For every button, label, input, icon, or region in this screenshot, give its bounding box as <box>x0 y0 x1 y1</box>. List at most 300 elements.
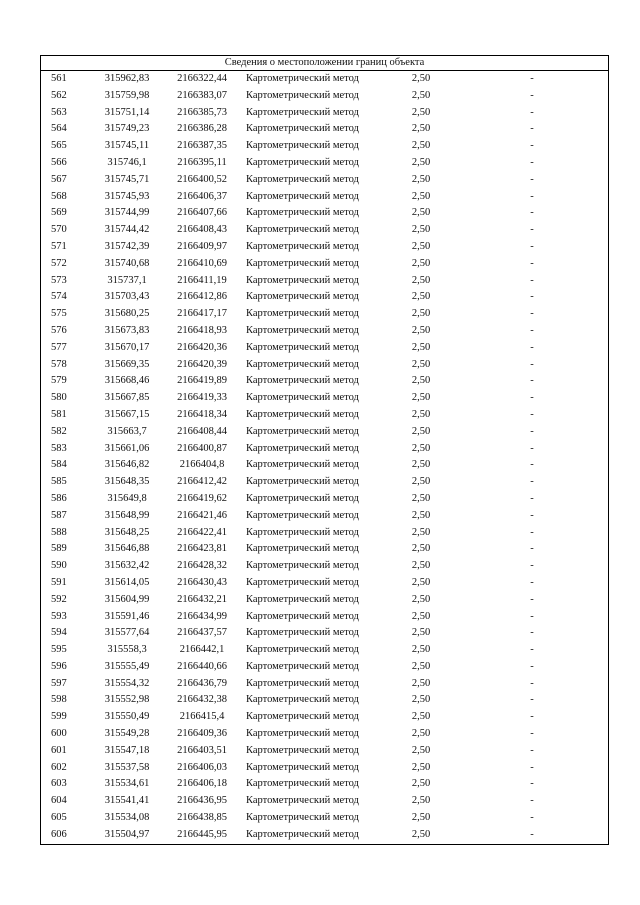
table-row <box>41 373 608 390</box>
point-number-cell: 605 <box>51 812 67 824</box>
x-coordinate-cell: 315537,58 <box>104 761 150 773</box>
point-number-cell: 591 <box>51 576 67 588</box>
method-cell: Картометрический метод <box>246 728 359 740</box>
y-coordinate-cell: 2166406,37 <box>177 190 227 202</box>
accuracy-cell: 2,50 <box>411 744 431 756</box>
y-coordinate-cell: 2166432,38 <box>177 694 227 706</box>
table-row <box>41 491 608 508</box>
y-coordinate-cell: 2166406,18 <box>177 778 227 790</box>
method-cell: Картометрический метод <box>246 358 359 370</box>
point-number-cell: 567 <box>51 173 67 185</box>
description-cell: - <box>530 257 534 269</box>
y-coordinate-cell: 2166385,73 <box>177 106 227 118</box>
accuracy-cell: 2,50 <box>411 324 431 336</box>
y-coordinate-cell: 2166386,28 <box>177 123 227 135</box>
y-coordinate-cell: 2166423,81 <box>177 543 227 555</box>
point-number-cell: 577 <box>51 341 67 353</box>
point-number-cell: 585 <box>51 476 67 488</box>
accuracy-cell: 2,50 <box>411 442 431 454</box>
accuracy-cell: 2,50 <box>411 224 431 236</box>
method-cell: Картометрический метод <box>246 257 359 269</box>
point-number-cell: 596 <box>51 660 67 672</box>
method-cell: Картометрический метод <box>246 240 359 252</box>
description-cell: - <box>530 291 534 303</box>
x-coordinate-cell: 315646,88 <box>104 543 150 555</box>
description-cell: - <box>530 627 534 639</box>
table-row <box>41 441 608 458</box>
accuracy-cell: 2,50 <box>411 308 431 320</box>
table-row <box>41 407 608 424</box>
description-cell: - <box>530 89 534 101</box>
point-number-cell: 593 <box>51 610 67 622</box>
y-coordinate-cell: 2166415,4 <box>179 711 225 723</box>
description-cell: - <box>530 492 534 504</box>
method-cell: Картометрический метод <box>246 341 359 353</box>
point-number-cell: 561 <box>51 73 67 84</box>
accuracy-cell: 2,50 <box>411 408 431 420</box>
description-cell: - <box>530 442 534 454</box>
description-cell: - <box>530 123 534 135</box>
description-cell: - <box>530 308 534 320</box>
table-row <box>41 726 608 743</box>
method-cell: Картометрический метод <box>246 442 359 454</box>
y-coordinate-cell: 2166409,36 <box>177 728 227 740</box>
accuracy-cell: 2,50 <box>411 576 431 588</box>
point-number-cell: 570 <box>51 224 67 236</box>
method-cell: Картометрический метод <box>246 291 359 303</box>
accuracy-cell: 2,50 <box>411 778 431 790</box>
accuracy-cell: 2,50 <box>411 728 431 740</box>
description-cell: - <box>530 744 534 756</box>
point-number-cell: 574 <box>51 291 67 303</box>
y-coordinate-cell: 2166409,97 <box>177 240 227 252</box>
y-coordinate-cell: 2166422,41 <box>177 526 227 538</box>
table-row <box>41 121 608 138</box>
accuracy-cell: 2,50 <box>411 89 431 101</box>
x-coordinate-cell: 315745,71 <box>104 173 150 185</box>
point-number-cell: 606 <box>51 828 67 840</box>
y-coordinate-cell: 2166406,03 <box>177 761 227 773</box>
table-row <box>41 189 608 206</box>
accuracy-cell: 2,50 <box>411 526 431 538</box>
y-coordinate-cell: 2166408,43 <box>177 224 227 236</box>
x-coordinate-cell: 315534,08 <box>104 812 150 824</box>
description-cell: - <box>530 711 534 723</box>
method-cell: Картометрический метод <box>246 425 359 437</box>
method-cell: Картометрический метод <box>246 459 359 471</box>
accuracy-cell: 2,50 <box>411 828 431 840</box>
description-cell: - <box>530 610 534 622</box>
accuracy-cell: 2,50 <box>411 257 431 269</box>
method-cell: Картометрический метод <box>246 644 359 656</box>
y-coordinate-cell: 2166434,99 <box>177 610 227 622</box>
description-cell: - <box>530 509 534 521</box>
accuracy-cell: 2,50 <box>411 560 431 572</box>
method-cell: Картометрический метод <box>246 123 359 135</box>
y-coordinate-cell: 2166322,44 <box>177 73 227 84</box>
point-number-cell: 573 <box>51 274 67 286</box>
method-cell: Картометрический метод <box>246 677 359 689</box>
y-coordinate-cell: 2166428,32 <box>177 560 227 572</box>
table-row <box>41 810 608 827</box>
point-number-cell: 584 <box>51 459 67 471</box>
accuracy-cell: 2,50 <box>411 140 431 152</box>
table-row <box>41 558 608 575</box>
description-cell: - <box>530 173 534 185</box>
table-row <box>41 575 608 592</box>
point-number-cell: 564 <box>51 123 67 135</box>
point-number-cell: 601 <box>51 744 67 756</box>
x-coordinate-cell: 315558,3 <box>107 644 147 656</box>
table-row <box>41 71 608 88</box>
description-cell: - <box>530 408 534 420</box>
point-number-cell: 571 <box>51 240 67 252</box>
point-number-cell: 581 <box>51 408 67 420</box>
table-row <box>41 172 608 189</box>
description-cell: - <box>530 593 534 605</box>
table-row <box>41 323 608 340</box>
description-cell: - <box>530 224 534 236</box>
method-cell: Картометрический метод <box>246 140 359 152</box>
description-cell: - <box>530 324 534 336</box>
accuracy-cell: 2,50 <box>411 106 431 118</box>
accuracy-cell: 2,50 <box>411 543 431 555</box>
table-row <box>41 138 608 155</box>
accuracy-cell: 2,50 <box>411 677 431 689</box>
accuracy-cell: 2,50 <box>411 173 431 185</box>
description-cell: - <box>530 761 534 773</box>
description-cell: - <box>530 543 534 555</box>
point-number-cell: 603 <box>51 778 67 790</box>
accuracy-cell: 2,50 <box>411 627 431 639</box>
method-cell: Картометрический метод <box>246 526 359 538</box>
table-row <box>41 508 608 525</box>
x-coordinate-cell: 315504,97 <box>104 828 150 840</box>
y-coordinate-cell: 2166407,66 <box>177 207 227 219</box>
x-coordinate-cell: 315552,98 <box>104 694 150 706</box>
point-number-cell: 595 <box>51 644 67 656</box>
table-row <box>41 289 608 306</box>
y-coordinate-cell: 2166395,11 <box>177 156 227 168</box>
description-cell: - <box>530 190 534 202</box>
description-cell: - <box>530 392 534 404</box>
table-row <box>41 541 608 558</box>
point-number-cell: 575 <box>51 308 67 320</box>
x-coordinate-cell: 315745,93 <box>104 190 150 202</box>
table-row <box>41 88 608 105</box>
accuracy-cell: 2,50 <box>411 190 431 202</box>
accuracy-cell: 2,50 <box>411 425 431 437</box>
y-coordinate-cell: 2166438,85 <box>177 812 227 824</box>
y-coordinate-cell: 2166410,69 <box>177 257 227 269</box>
point-number-cell: 565 <box>51 140 67 152</box>
table-row <box>41 340 608 357</box>
table-row <box>41 222 608 239</box>
point-number-cell: 590 <box>51 560 67 572</box>
accuracy-cell: 2,50 <box>411 795 431 807</box>
table-row <box>41 642 608 659</box>
method-cell: Картометрический метод <box>246 308 359 320</box>
method-cell: Картометрический метод <box>246 392 359 404</box>
description-cell: - <box>530 156 534 168</box>
accuracy-cell: 2,50 <box>411 392 431 404</box>
point-number-cell: 569 <box>51 207 67 219</box>
y-coordinate-cell: 2166400,87 <box>177 442 227 454</box>
description-cell: - <box>530 728 534 740</box>
y-coordinate-cell: 2166440,66 <box>177 660 227 672</box>
y-coordinate-cell: 2166436,95 <box>177 795 227 807</box>
y-coordinate-cell: 2166418,93 <box>177 324 227 336</box>
description-cell: - <box>530 694 534 706</box>
point-number-cell: 588 <box>51 526 67 538</box>
accuracy-cell: 2,50 <box>411 593 431 605</box>
description-cell: - <box>530 660 534 672</box>
method-cell: Картометрический метод <box>246 509 359 521</box>
point-number-cell: 579 <box>51 375 67 387</box>
accuracy-cell: 2,50 <box>411 812 431 824</box>
description-cell: - <box>530 425 534 437</box>
x-coordinate-cell: 315604,99 <box>104 593 150 605</box>
table-row <box>41 827 608 844</box>
y-coordinate-cell: 2166436,79 <box>177 677 227 689</box>
point-number-cell: 572 <box>51 257 67 269</box>
point-number-cell: 604 <box>51 795 67 807</box>
x-coordinate-cell: 315547,18 <box>104 744 150 756</box>
x-coordinate-cell: 315740,68 <box>104 257 150 269</box>
method-cell: Картометрический метод <box>246 711 359 723</box>
x-coordinate-cell: 315742,39 <box>104 240 150 252</box>
description-cell: - <box>530 677 534 689</box>
table-row <box>41 357 608 374</box>
point-number-cell: 589 <box>51 543 67 555</box>
y-coordinate-cell: 2166420,39 <box>177 358 227 370</box>
method-cell: Картометрический метод <box>246 543 359 555</box>
x-coordinate-cell: 315663,7 <box>107 425 147 437</box>
method-cell: Картометрический метод <box>246 593 359 605</box>
x-coordinate-cell: 315744,99 <box>104 207 150 219</box>
description-cell: - <box>530 828 534 840</box>
point-number-cell: 568 <box>51 190 67 202</box>
method-cell: Картометрический метод <box>246 560 359 572</box>
accuracy-cell: 2,50 <box>411 291 431 303</box>
table-row <box>41 692 608 709</box>
accuracy-cell: 2,50 <box>411 156 431 168</box>
method-cell: Картометрический метод <box>246 761 359 773</box>
x-coordinate-cell: 315745,11 <box>104 140 150 152</box>
description-cell: - <box>530 560 534 572</box>
accuracy-cell: 2,50 <box>411 492 431 504</box>
x-coordinate-cell: 315541,41 <box>104 795 150 807</box>
y-coordinate-cell: 2166412,86 <box>177 291 227 303</box>
method-cell: Картометрический метод <box>246 207 359 219</box>
description-cell: - <box>530 526 534 538</box>
point-number-cell: 566 <box>51 156 67 168</box>
point-number-cell: 594 <box>51 627 67 639</box>
accuracy-cell: 2,50 <box>411 761 431 773</box>
x-coordinate-cell: 315550,49 <box>104 711 150 723</box>
point-number-cell: 562 <box>51 89 67 101</box>
table-row <box>41 609 608 626</box>
description-cell: - <box>530 106 534 118</box>
table-title: Сведения о местоположении границ объекта <box>41 56 608 71</box>
method-cell: Картометрический метод <box>246 89 359 101</box>
table-row <box>41 256 608 273</box>
y-coordinate-cell: 2166412,42 <box>177 476 227 488</box>
method-cell: Картометрический метод <box>246 106 359 118</box>
method-cell: Картометрический метод <box>246 828 359 840</box>
table-row <box>41 592 608 609</box>
y-coordinate-cell: 2166445,95 <box>177 828 227 840</box>
x-coordinate-cell: 315591,46 <box>104 610 150 622</box>
y-coordinate-cell: 2166419,89 <box>177 375 227 387</box>
description-cell: - <box>530 140 534 152</box>
x-coordinate-cell: 315614,05 <box>104 576 150 588</box>
y-coordinate-cell: 2166442,1 <box>179 644 225 656</box>
method-cell: Картометрический метод <box>246 173 359 185</box>
accuracy-cell: 2,50 <box>411 375 431 387</box>
x-coordinate-cell: 315962,83 <box>104 73 150 84</box>
y-coordinate-cell: 2166408,44 <box>177 425 227 437</box>
table-row <box>41 306 608 323</box>
accuracy-cell: 2,50 <box>411 207 431 219</box>
point-number-cell: 580 <box>51 392 67 404</box>
y-coordinate-cell: 2166419,62 <box>177 492 227 504</box>
description-cell: - <box>530 274 534 286</box>
x-coordinate-cell: 315577,64 <box>104 627 150 639</box>
description-cell: - <box>530 375 534 387</box>
accuracy-cell: 2,50 <box>411 711 431 723</box>
point-number-cell: 578 <box>51 358 67 370</box>
table-row <box>41 760 608 777</box>
description-cell: - <box>530 778 534 790</box>
description-cell: - <box>530 795 534 807</box>
accuracy-cell: 2,50 <box>411 509 431 521</box>
x-coordinate-cell: 315648,25 <box>104 526 150 538</box>
y-coordinate-cell: 2166383,07 <box>177 89 227 101</box>
description-cell: - <box>530 207 534 219</box>
y-coordinate-cell: 2166419,33 <box>177 392 227 404</box>
y-coordinate-cell: 2166403,51 <box>177 744 227 756</box>
method-cell: Картометрический метод <box>246 610 359 622</box>
x-coordinate-cell: 315555,49 <box>104 660 150 672</box>
table-row <box>41 793 608 810</box>
y-coordinate-cell: 2166432,21 <box>177 593 227 605</box>
table-row <box>41 457 608 474</box>
table-body <box>41 71 608 844</box>
accuracy-cell: 2,50 <box>411 459 431 471</box>
x-coordinate-cell: 315749,23 <box>104 123 150 135</box>
accuracy-cell: 2,50 <box>411 240 431 252</box>
method-cell: Картометрический метод <box>246 156 359 168</box>
point-number-cell: 598 <box>51 694 67 706</box>
x-coordinate-cell: 315667,85 <box>104 392 150 404</box>
description-cell: - <box>530 73 534 84</box>
accuracy-cell: 2,50 <box>411 694 431 706</box>
table-row <box>41 659 608 676</box>
y-coordinate-cell: 2166418,34 <box>177 408 227 420</box>
table-row <box>41 474 608 491</box>
y-coordinate-cell: 2166417,17 <box>177 308 227 320</box>
method-cell: Картометрический метод <box>246 576 359 588</box>
description-cell: - <box>530 459 534 471</box>
point-number-cell: 602 <box>51 761 67 773</box>
boundary-table <box>40 55 609 845</box>
table-row <box>41 155 608 172</box>
point-number-cell: 576 <box>51 324 67 336</box>
table-row <box>41 625 608 642</box>
x-coordinate-cell: 315661,06 <box>104 442 150 454</box>
method-cell: Картометрический метод <box>246 324 359 336</box>
accuracy-cell: 2,50 <box>411 660 431 672</box>
x-coordinate-cell: 315534,61 <box>104 778 150 790</box>
method-cell: Картометрический метод <box>246 660 359 672</box>
x-coordinate-cell: 315744,42 <box>104 224 150 236</box>
method-cell: Картометрический метод <box>246 375 359 387</box>
x-coordinate-cell: 315648,35 <box>104 476 150 488</box>
accuracy-cell: 2,50 <box>411 644 431 656</box>
table-row <box>41 709 608 726</box>
description-cell: - <box>530 576 534 588</box>
table-row <box>41 105 608 122</box>
accuracy-cell: 2,50 <box>411 610 431 622</box>
method-cell: Картометрический метод <box>246 73 359 84</box>
point-number-cell: 600 <box>51 728 67 740</box>
table-row <box>41 273 608 290</box>
table-row <box>41 676 608 693</box>
method-cell: Картометрический метод <box>246 795 359 807</box>
method-cell: Картометрический метод <box>246 224 359 236</box>
y-coordinate-cell: 2166387,35 <box>177 140 227 152</box>
method-cell: Картометрический метод <box>246 274 359 286</box>
y-coordinate-cell: 2166411,19 <box>177 274 227 286</box>
x-coordinate-cell: 315632,42 <box>104 560 150 572</box>
table-row <box>41 390 608 407</box>
table-row <box>41 239 608 256</box>
x-coordinate-cell: 315648,99 <box>104 509 150 521</box>
accuracy-cell: 2,50 <box>411 73 431 84</box>
x-coordinate-cell: 315668,46 <box>104 375 150 387</box>
description-cell: - <box>530 240 534 252</box>
table-row <box>41 424 608 441</box>
accuracy-cell: 2,50 <box>411 358 431 370</box>
accuracy-cell: 2,50 <box>411 123 431 135</box>
point-number-cell: 599 <box>51 711 67 723</box>
x-coordinate-cell: 315680,25 <box>104 308 150 320</box>
x-coordinate-cell: 315737,1 <box>107 274 147 286</box>
y-coordinate-cell: 2166400,52 <box>177 173 227 185</box>
x-coordinate-cell: 315669,35 <box>104 358 150 370</box>
description-cell: - <box>530 341 534 353</box>
point-number-cell: 597 <box>51 677 67 689</box>
method-cell: Картометрический метод <box>246 744 359 756</box>
x-coordinate-cell: 315751,14 <box>104 106 150 118</box>
accuracy-cell: 2,50 <box>411 274 431 286</box>
x-coordinate-cell: 315746,1 <box>107 156 147 168</box>
x-coordinate-cell: 315670,17 <box>104 341 150 353</box>
table-row <box>41 525 608 542</box>
y-coordinate-cell: 2166430,43 <box>177 576 227 588</box>
method-cell: Картометрический метод <box>246 812 359 824</box>
method-cell: Картометрический метод <box>246 408 359 420</box>
x-coordinate-cell: 315703,43 <box>104 291 150 303</box>
x-coordinate-cell: 315759,98 <box>104 89 150 101</box>
method-cell: Картометрический метод <box>246 694 359 706</box>
table-row <box>41 776 608 793</box>
point-number-cell: 587 <box>51 509 67 521</box>
method-cell: Картометрический метод <box>246 492 359 504</box>
x-coordinate-cell: 315554,32 <box>104 677 150 689</box>
point-number-cell: 586 <box>51 492 67 504</box>
